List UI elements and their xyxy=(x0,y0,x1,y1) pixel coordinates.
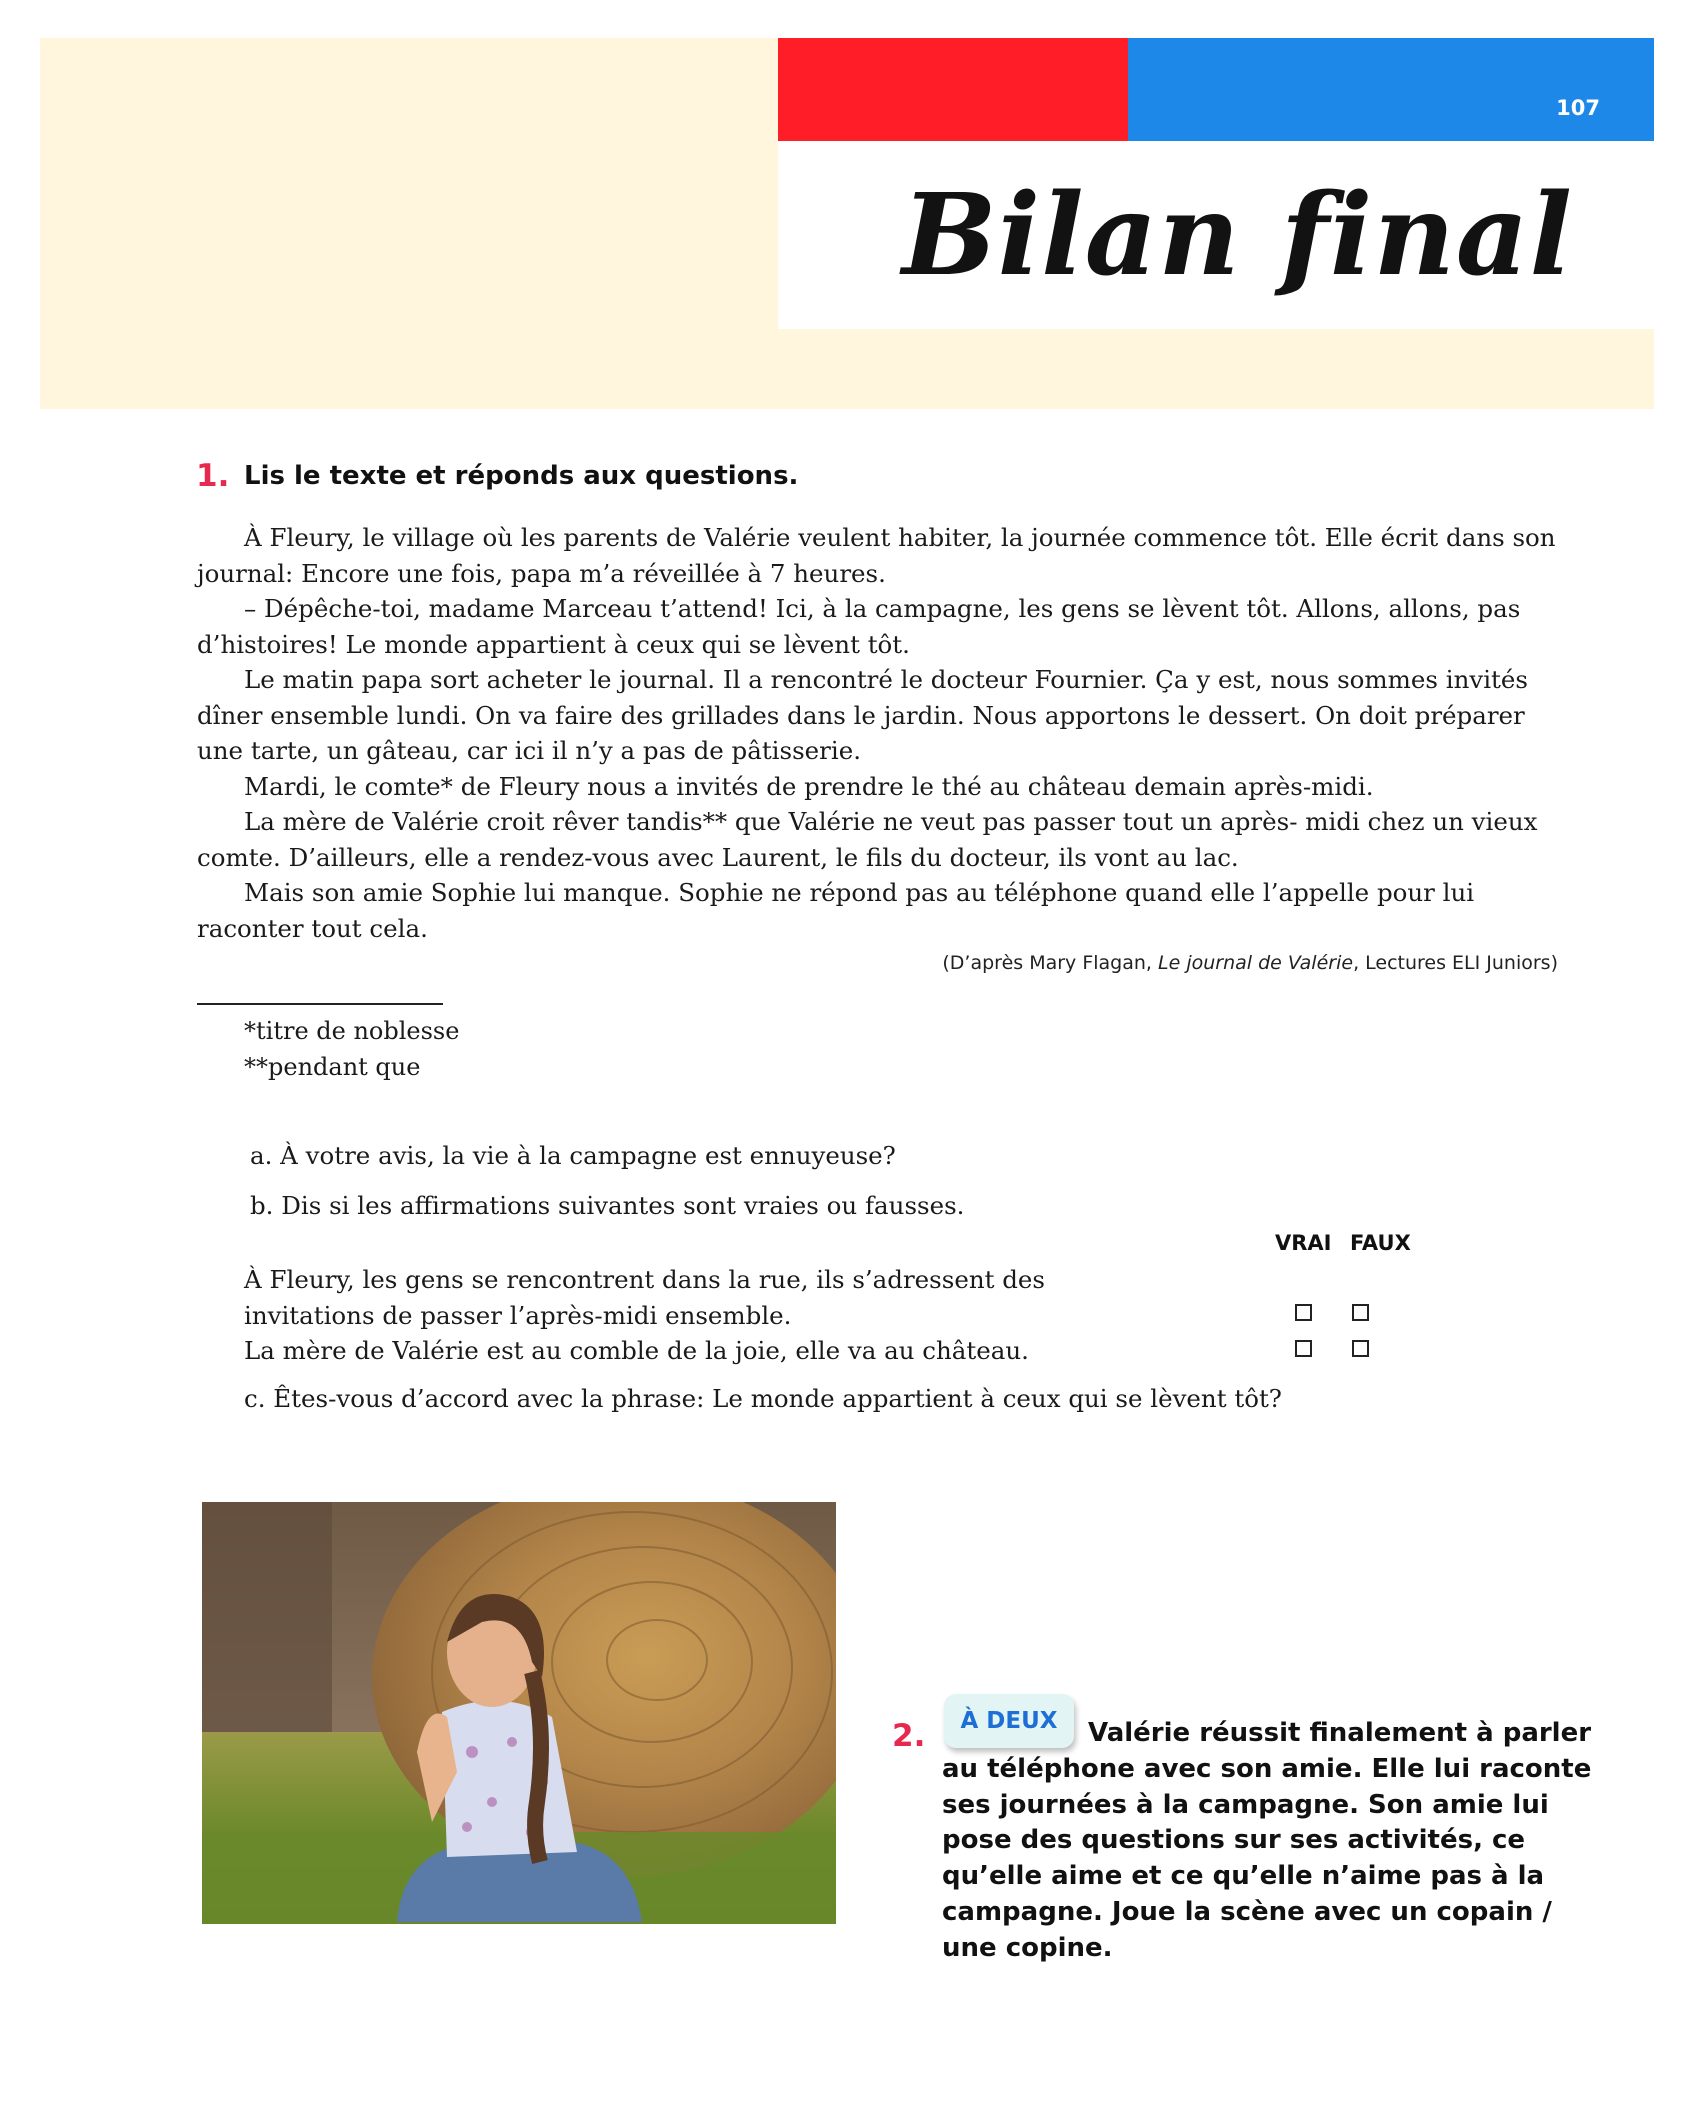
footnote: **pendant que xyxy=(244,1053,421,1081)
exercise-2-instruction: Valérie réussit finalement à parler au téléphone avec son amie. Elle lui raconte ses journées à la campagne. Son amie lui pose des questions sur ses activités, ce qu’elle aime et ce qu’elle n’aime pas à la campagne. Joue la scène avec un copain / une copine. xyxy=(942,1718,1592,1963)
statement-1: À Fleury, les gens se rencontrent dans la rue, ils s’adressent des invitations de passer l’après-midi ensemble. xyxy=(244,1265,1045,1330)
paragraph: Mais son amie Sophie lui manque. Sophie ne répond pas au téléphone quand elle l’appelle pour lui raconter tout cela. xyxy=(197,878,1475,943)
paragraph: Mardi, le comte* de Fleury nous a invités de prendre le thé au château demain après-midi. xyxy=(244,771,1374,801)
girl-hay-bale-photo xyxy=(202,1502,836,1924)
checkbox-statement-2-true[interactable] xyxy=(1295,1340,1312,1357)
question-c: c. Êtes-vous d’accord avec la phrase: Le monde appartient à ceux qui se lèvent tôt? xyxy=(244,1384,1282,1413)
checkbox-statement-2-false[interactable] xyxy=(1352,1340,1369,1357)
question-a: a. À votre avis, la vie à la campagne est ennuyeuse? xyxy=(250,1141,896,1170)
page-number: 107 xyxy=(1556,96,1600,120)
source-suffix: , Lectures ELI Juniors) xyxy=(1353,952,1558,974)
pair-work-badge: À DEUX xyxy=(944,1694,1074,1748)
checkbox-statement-1-false[interactable] xyxy=(1352,1304,1369,1321)
paragraph: La mère de Valérie croit rêver tandis** que Valérie ne veut pas passer tout un après- midi chez un vieux comte. D’ailleurs, elle a rendez-vous avec Laurent, le fils du docteur, ils vont au lac. xyxy=(197,807,1538,872)
source-prefix: (D’après Mary Flagan, xyxy=(942,952,1159,974)
header-blue-band xyxy=(1128,38,1654,141)
column-header-true: VRAI xyxy=(1275,1231,1332,1255)
footnote: *titre de noblesse xyxy=(244,1017,460,1045)
exercise-1-instruction: Lis le texte et réponds aux questions. xyxy=(244,461,799,491)
paragraph: À Fleury, le village où les parents de Valérie veulent habiter, la journée commence tôt. Elle écrit dans son journal: Encore une fois, papa m’a réveillée à 7 heures. xyxy=(197,523,1556,588)
header-red-band xyxy=(778,38,1128,141)
source-citation xyxy=(942,952,1558,974)
column-header-false: FAUX xyxy=(1350,1231,1411,1255)
exercise-2-number: 2. xyxy=(892,1718,926,1754)
reading-text xyxy=(197,520,1567,946)
question-b: b. Dis si les affirmations suivantes sont vraies ou fausses. xyxy=(250,1191,965,1220)
checkbox-statement-1-true[interactable] xyxy=(1295,1304,1312,1321)
exercise-1-number: 1. xyxy=(196,458,230,494)
paragraph: Le matin papa sort acheter le journal. Il a rencontré le docteur Fournier. Ça y est, nous sommes invités dîner ensemble lundi. On va faire des grillades dans le jardin. Nous apportons le dessert. On doit préparer une tarte, un gâteau, car ici il n’y a pas de pâtisserie. xyxy=(197,665,1528,765)
source-book-title: Le journal de Valérie xyxy=(1158,952,1354,974)
statement-2: La mère de Valérie est au comble de la joie, elle va au château. xyxy=(244,1336,1029,1365)
paragraph: – Dépêche-toi, madame Marceau t’attend! Ici, à la campagne, les gens se lèvent tôt. Allons, allons, pas d’histoires! Le monde appartient à ceux qui se lèvent tôt. xyxy=(197,594,1521,659)
page-title: Bilan final xyxy=(901,170,1573,301)
footnote-divider xyxy=(197,1003,443,1005)
